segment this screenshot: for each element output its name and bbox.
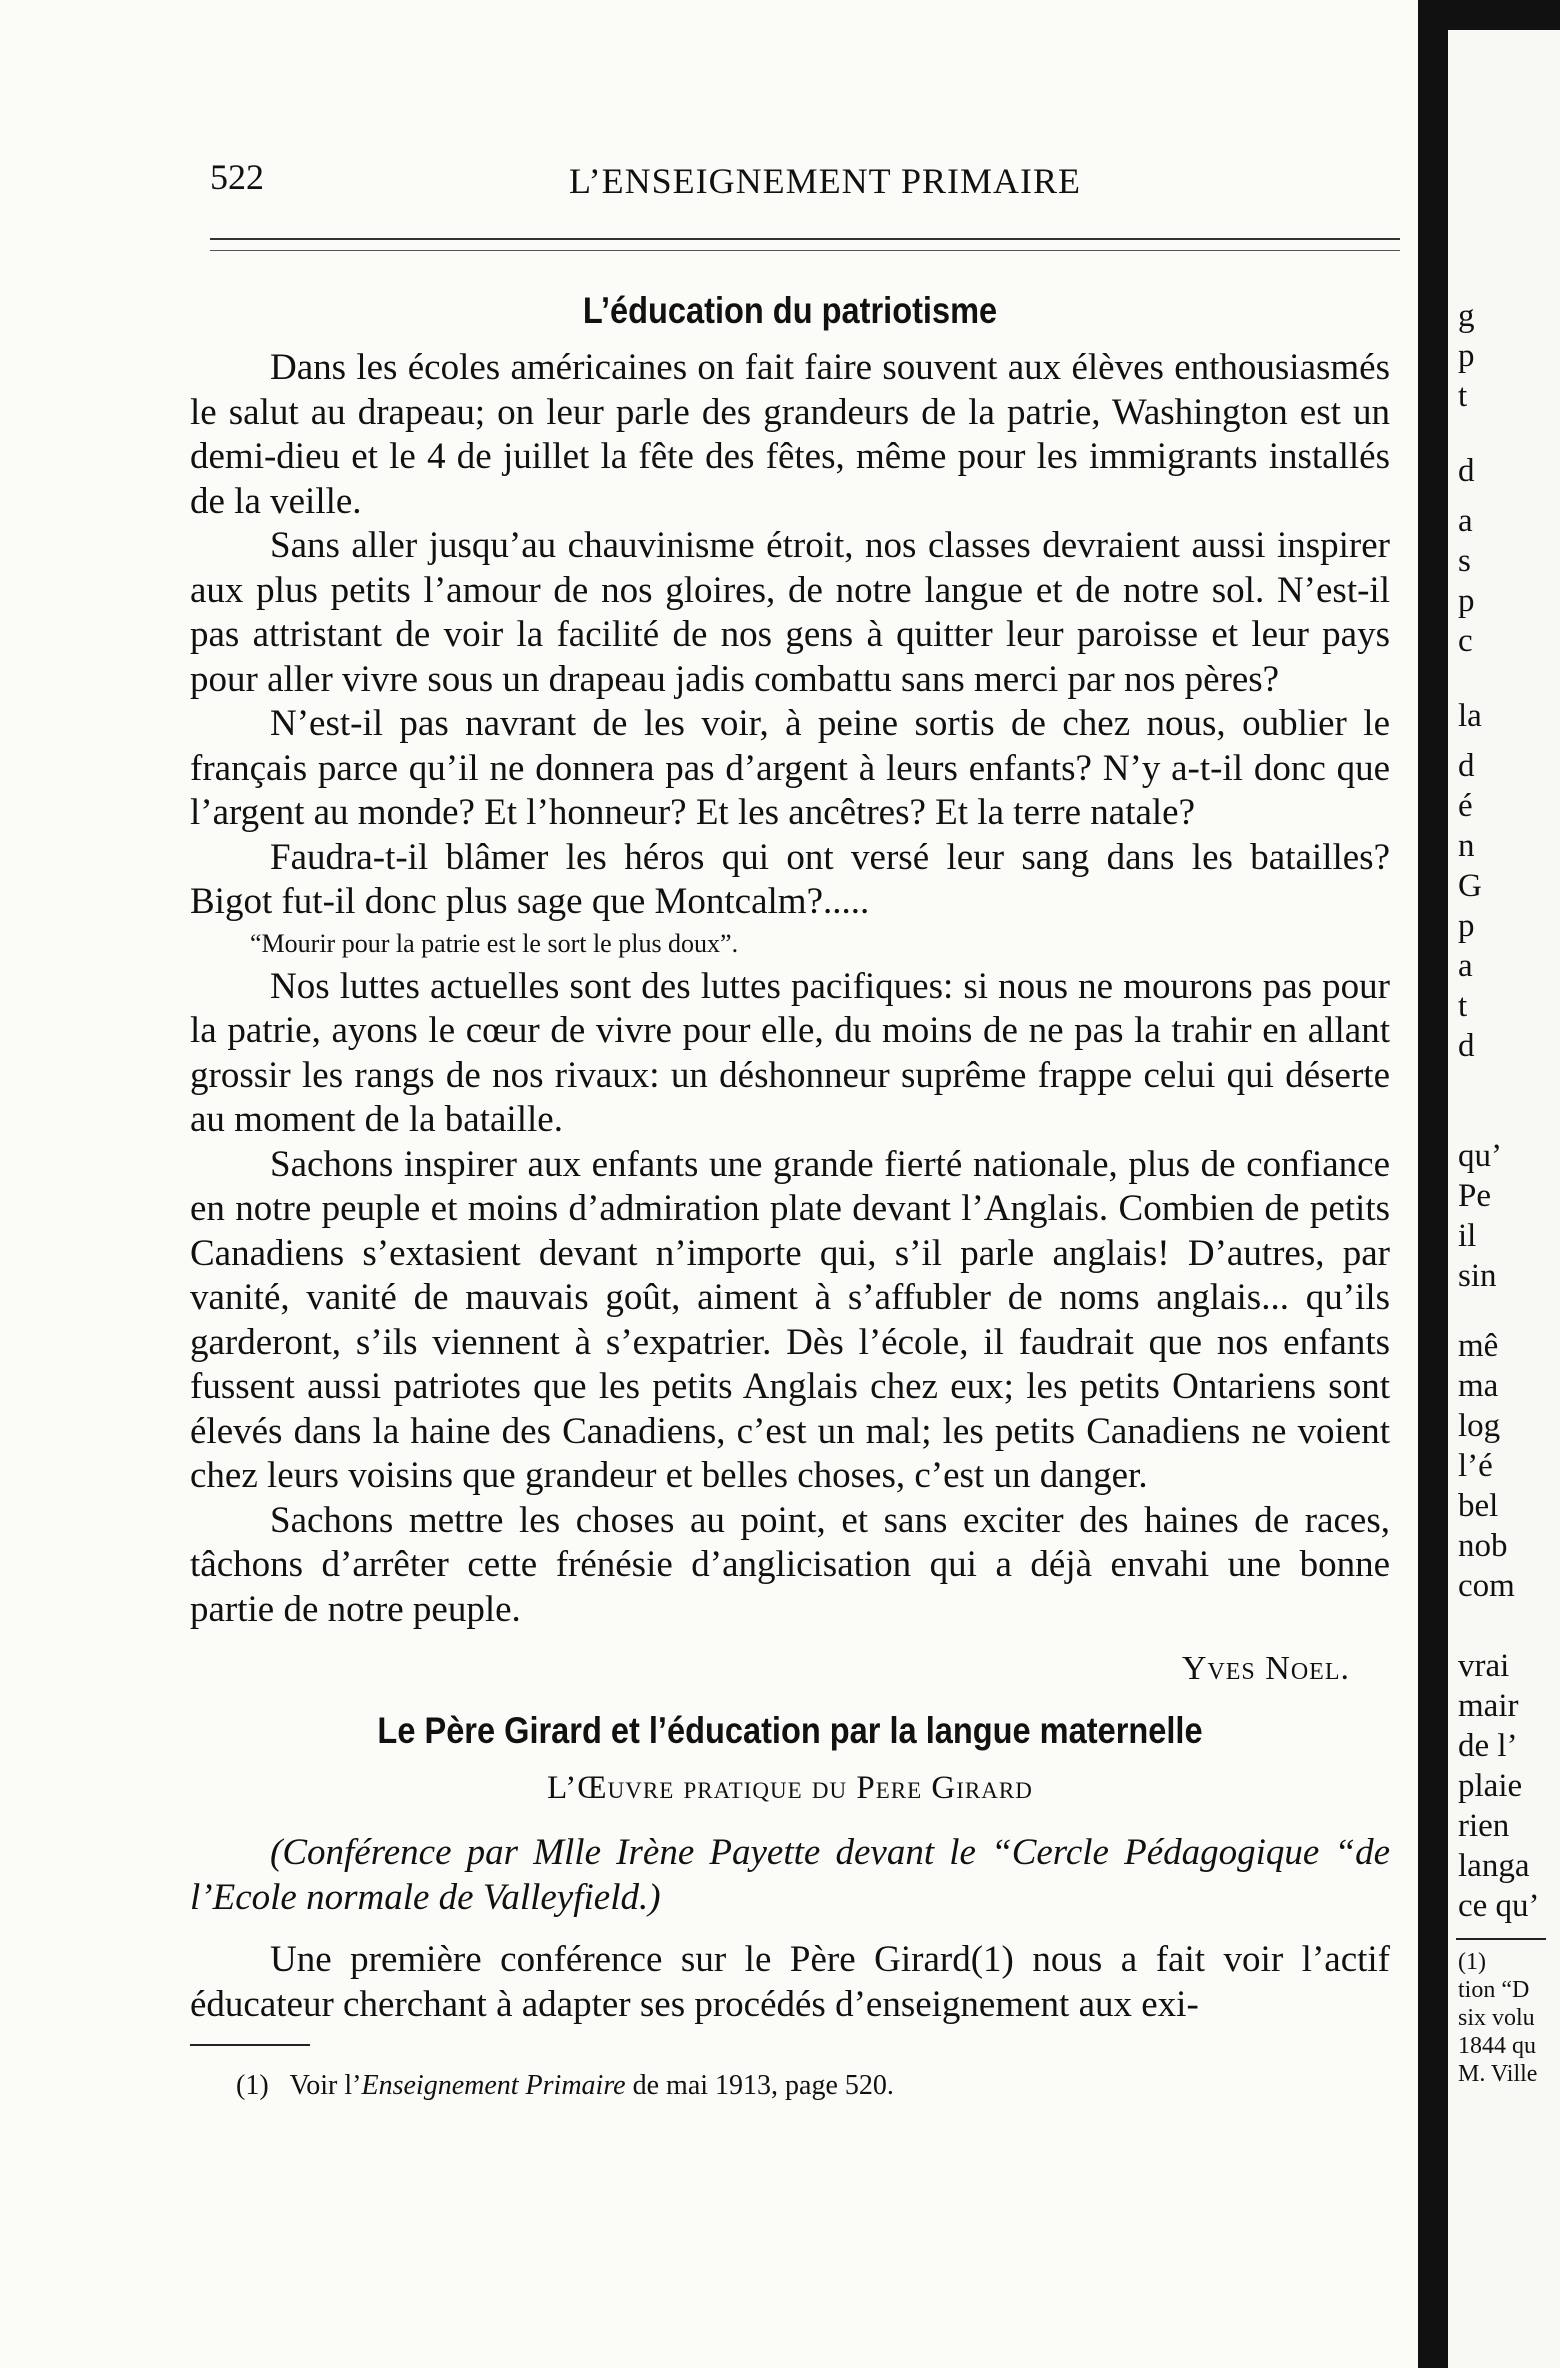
next-page-fragment: plaie <box>1458 1768 1523 1804</box>
next-page-footnote-fragment: M. Ville <box>1458 2061 1538 2087</box>
next-page-edge <box>1448 30 1560 2368</box>
next-page-fragment: s <box>1458 543 1471 579</box>
page-number: 522 <box>210 157 264 197</box>
paragraph-2-text: Sans aller jusqu’au chauvinisme étroit, nos classes devraient aussi inspirer aux plus petits l’amour de nos gloires, de notre langue et de notre sol. N’est-il pas attristant de voir la facilité de nos gens à quitter leur paroisse et leur pays pour aller vivre sous un drapeau jadis combattu sans merci par nos pères? <box>190 525 1390 700</box>
article-title-patriotisme: L’éducation du patriotisme <box>582 290 998 331</box>
paragraph-1-text: Dans les écoles américaines on fait faire souvent aux élèves enthousiasmés le salut au drapeau; on leur parle des grandeurs de la patrie, Washington est un demi-dieu et le 4 de juillet la fête des fêtes, même pour les immigrants installés de la veille. <box>190 347 1390 522</box>
next-page-fragment: rien <box>1458 1808 1510 1844</box>
paragraph-1 <box>190 346 1390 524</box>
next-page-fragment: de l’ <box>1458 1728 1518 1764</box>
paragraph-5-text: Nos luttes actuelles sont des luttes pacifiques: si nous ne mourons pas pour la patrie, ayons le cœur de vivre pour elle, du moins de ne pas la trahir en allant grossir les rangs de nos rivaux: un déshonneur suprême frappe celui qui déserte au moment de la bataille. <box>190 965 1390 1140</box>
next-page-fragment: la <box>1458 698 1482 734</box>
header-rule <box>210 238 1400 251</box>
next-page-fragment: sin <box>1458 1258 1497 1294</box>
next-page-fragment: G <box>1458 868 1482 904</box>
next-page-fragment: log <box>1458 1408 1501 1444</box>
next-page-fragment: é <box>1458 788 1473 824</box>
next-page-footnote-fragment: six volu <box>1458 2005 1535 2031</box>
paragraph-3-text: N’est-il pas navrant de les voir, à peine sortis de chez nous, oublier le français parce qu’il ne donnera pas d’argent à leurs enfants? N’y a-t-il donc que l’argent au monde? Et l’honneur? Et les ancêtres? Et la terre natale? <box>190 703 1390 833</box>
next-page-fragment: d <box>1458 1028 1475 1064</box>
signature: Yves Noel. <box>1181 1650 1350 1687</box>
next-page-fragment: d <box>1458 748 1475 784</box>
next-page-fragment: n <box>1458 828 1475 864</box>
binding-shadow <box>1418 20 1448 2368</box>
next-page-fragment: ce qu’ <box>1458 1888 1540 1924</box>
article-title-pere-girard: Le Père Girard et l’éducation par la langue maternelle <box>377 1710 1203 1751</box>
next-page-fragment: bel <box>1458 1488 1499 1524</box>
running-title: L’ENSEIGNEMENT PRIMAIRE <box>568 161 1081 201</box>
next-page-fragment: qu’ <box>1458 1138 1502 1174</box>
page-content <box>190 290 1390 2027</box>
footnote-text-after: de mai 1913, page 520. <box>625 2070 894 2101</box>
next-page-fragment: mê <box>1458 1328 1499 1364</box>
footnote-text-italic: Enseignement Primaire <box>361 2070 626 2101</box>
next-page-footnote-fragment: tion “D <box>1458 1977 1530 2003</box>
next-page-fragment: p <box>1458 908 1475 944</box>
footnote-text-before: Voir l’ <box>289 2070 362 2101</box>
next-page-fragment: langa <box>1458 1848 1530 1884</box>
next-page-fragment: t <box>1458 378 1468 414</box>
paragraph-4-text: Faudra-t-il blâmer les héros qui ont versé leur sang dans les batailles? Bigot fut-il donc plus sage que Montcalm?..... <box>190 836 1390 922</box>
next-page-fragment: g <box>1458 298 1475 334</box>
next-page-fragment: mair <box>1458 1688 1519 1724</box>
paragraph-6 <box>190 1143 1390 1499</box>
paragraph-7 <box>190 1499 1390 1633</box>
paragraph-2 <box>190 524 1390 702</box>
next-page-fragment: nob <box>1458 1528 1508 1564</box>
next-page-fragment: Pe <box>1458 1178 1491 1214</box>
footnote-rule <box>190 2044 310 2046</box>
next-page-fragment: d <box>1458 453 1475 489</box>
paragraph-5 <box>190 965 1390 1143</box>
next-page-fragment: a <box>1458 948 1473 984</box>
article-subtitle: L’Œuvre pratique du Pere Girard <box>547 1770 1033 1806</box>
next-page-fragment: t <box>1458 988 1468 1024</box>
next-page-fragment: a <box>1458 503 1473 539</box>
footnote-marker: (1) <box>236 2070 269 2101</box>
paragraph-3 <box>190 702 1390 836</box>
next-page-fragment: vrai <box>1458 1648 1510 1684</box>
paragraph-6-text: Sachons inspirer aux enfants une grande fierté nationale, plus de confiance en notre peuple et moins d’admiration plate devant l’Anglais. Combien de petits Canadiens s’extasient devant n’importe qui, s’il parle anglais! D’autres, par vanité, vanité de mauvais goût, aiment à s’affubler de noms anglais... qu’ils garderont, s’ils viennent à s’expatrier. Dès l’école, il faudrait que nos enfants fussent aussi patriotes que les petits Anglais chez eux; les petits Ontariens sont élevés dans la haine des Canadiens, c’est un mal; les petits Canadiens ne voient chez leurs voisins que grandeur et belles choses, c’est un danger. <box>190 1143 1390 1496</box>
next-page-fragment: c <box>1458 623 1473 659</box>
next-page-fragment: ma <box>1458 1368 1499 1404</box>
next-page-footnote-rule <box>1456 1938 1546 1940</box>
next-page-fragment: p <box>1458 338 1475 374</box>
paragraph-4 <box>190 836 1390 925</box>
paragraph-girard: Une première conférence sur le Père Girard(1) nous a fait voir l’actif éducateur cherchant à adapter ses procédés d’enseignement aux exi- <box>190 1939 1390 2025</box>
next-page-footnote-fragment: (1) <box>1458 1949 1486 1975</box>
next-page-fragment: p <box>1458 583 1475 619</box>
quotation: “Mourir pour la patrie est le sort le plus doux”. <box>250 928 739 958</box>
paragraph-7-text: Sachons mettre les choses au point, et sans exciter des haines de races, tâchons d’arrêter cette frénésie d’anglicisation qui a déjà envahi une bonne partie de notre peuple. <box>190 1499 1390 1630</box>
footnote <box>236 2070 894 2102</box>
next-page-fragment: il <box>1458 1218 1477 1254</box>
next-page-fragment: l’é <box>1458 1448 1493 1484</box>
next-page-footnote-fragment: 1844 qu <box>1458 2033 1536 2059</box>
page-header <box>210 150 1400 210</box>
next-page-fragment: com <box>1458 1568 1515 1604</box>
conference-intro: (Conférence par Mlle Irène Payette devant le “Cercle Pédagogique “de l’Ecole normale de Valleyfield.) <box>190 1832 1390 1918</box>
